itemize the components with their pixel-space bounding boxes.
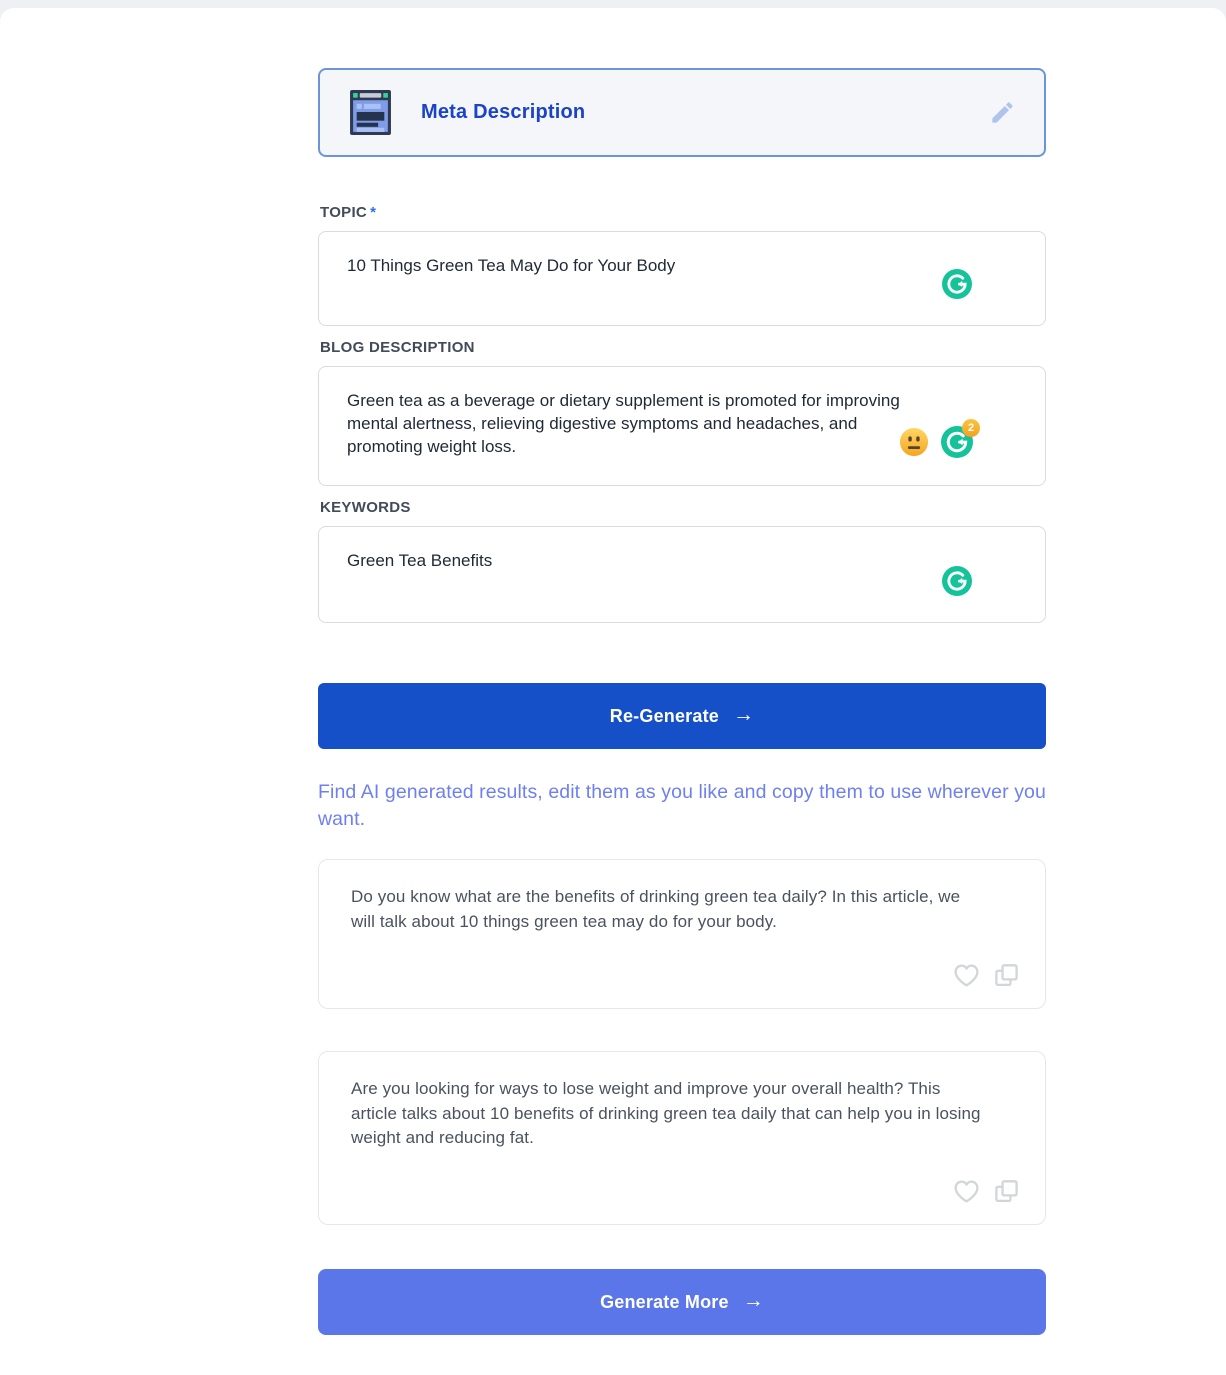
heart-outline-icon[interactable]: [953, 1179, 980, 1204]
grammarly-icon[interactable]: [942, 566, 972, 601]
pencil-edit-icon[interactable]: [989, 99, 1016, 126]
keywords-field-wrapper: [318, 526, 1046, 623]
grammarly-icon[interactable]: [941, 422, 975, 463]
arrow-right-icon: →: [733, 703, 755, 726]
blog-description-label: BLOG DESCRIPTION: [320, 339, 475, 356]
arrow-right-icon: →: [742, 1289, 764, 1312]
topic-label: TOPIC *: [320, 204, 377, 221]
neutral-face-emoji-icon[interactable]: [899, 427, 929, 462]
grammarly-icon[interactable]: [942, 269, 972, 304]
keywords-label: KEYWORDS: [320, 499, 411, 516]
meta-description-window-icon: [350, 90, 391, 135]
page-title: Meta Description: [421, 101, 586, 123]
regenerate-button[interactable]: Re-Generate →: [318, 683, 1046, 749]
blog-description-field-wrapper: [318, 366, 1046, 486]
generate-more-button[interactable]: Generate More →: [318, 1269, 1046, 1335]
results-hint-text: Find AI generated results, edit them as you like and copy them to use wherever you want.: [318, 781, 1046, 830]
result-text: Do you know what are the benefits of drinking green tea daily? In this article, we will talk about 10 things green tea may do for your body.: [351, 887, 961, 931]
main-panel: [0, 8, 1226, 1375]
result-text: Are you looking for ways to lose weight and improve your overall health? This article talks about 10 benefits of drinking green tea daily that can help you in losing weight and reducing fat.: [351, 1079, 981, 1147]
tool-header-card: [318, 68, 1046, 157]
tool-content: [318, 8, 1046, 1375]
generated-result-card: [318, 1051, 1046, 1225]
grammarly-alert-count-badge: 2: [962, 419, 980, 437]
blog-description-input[interactable]: [318, 366, 1046, 486]
topic-input[interactable]: [318, 231, 1046, 326]
topic-field-wrapper: [318, 231, 1046, 326]
heart-outline-icon[interactable]: [953, 963, 980, 988]
keywords-input[interactable]: [318, 526, 1046, 623]
copy-icon[interactable]: [994, 963, 1019, 988]
required-asterisk: *: [370, 204, 377, 221]
copy-icon[interactable]: [994, 1179, 1019, 1204]
generated-result-card: [318, 859, 1046, 1009]
